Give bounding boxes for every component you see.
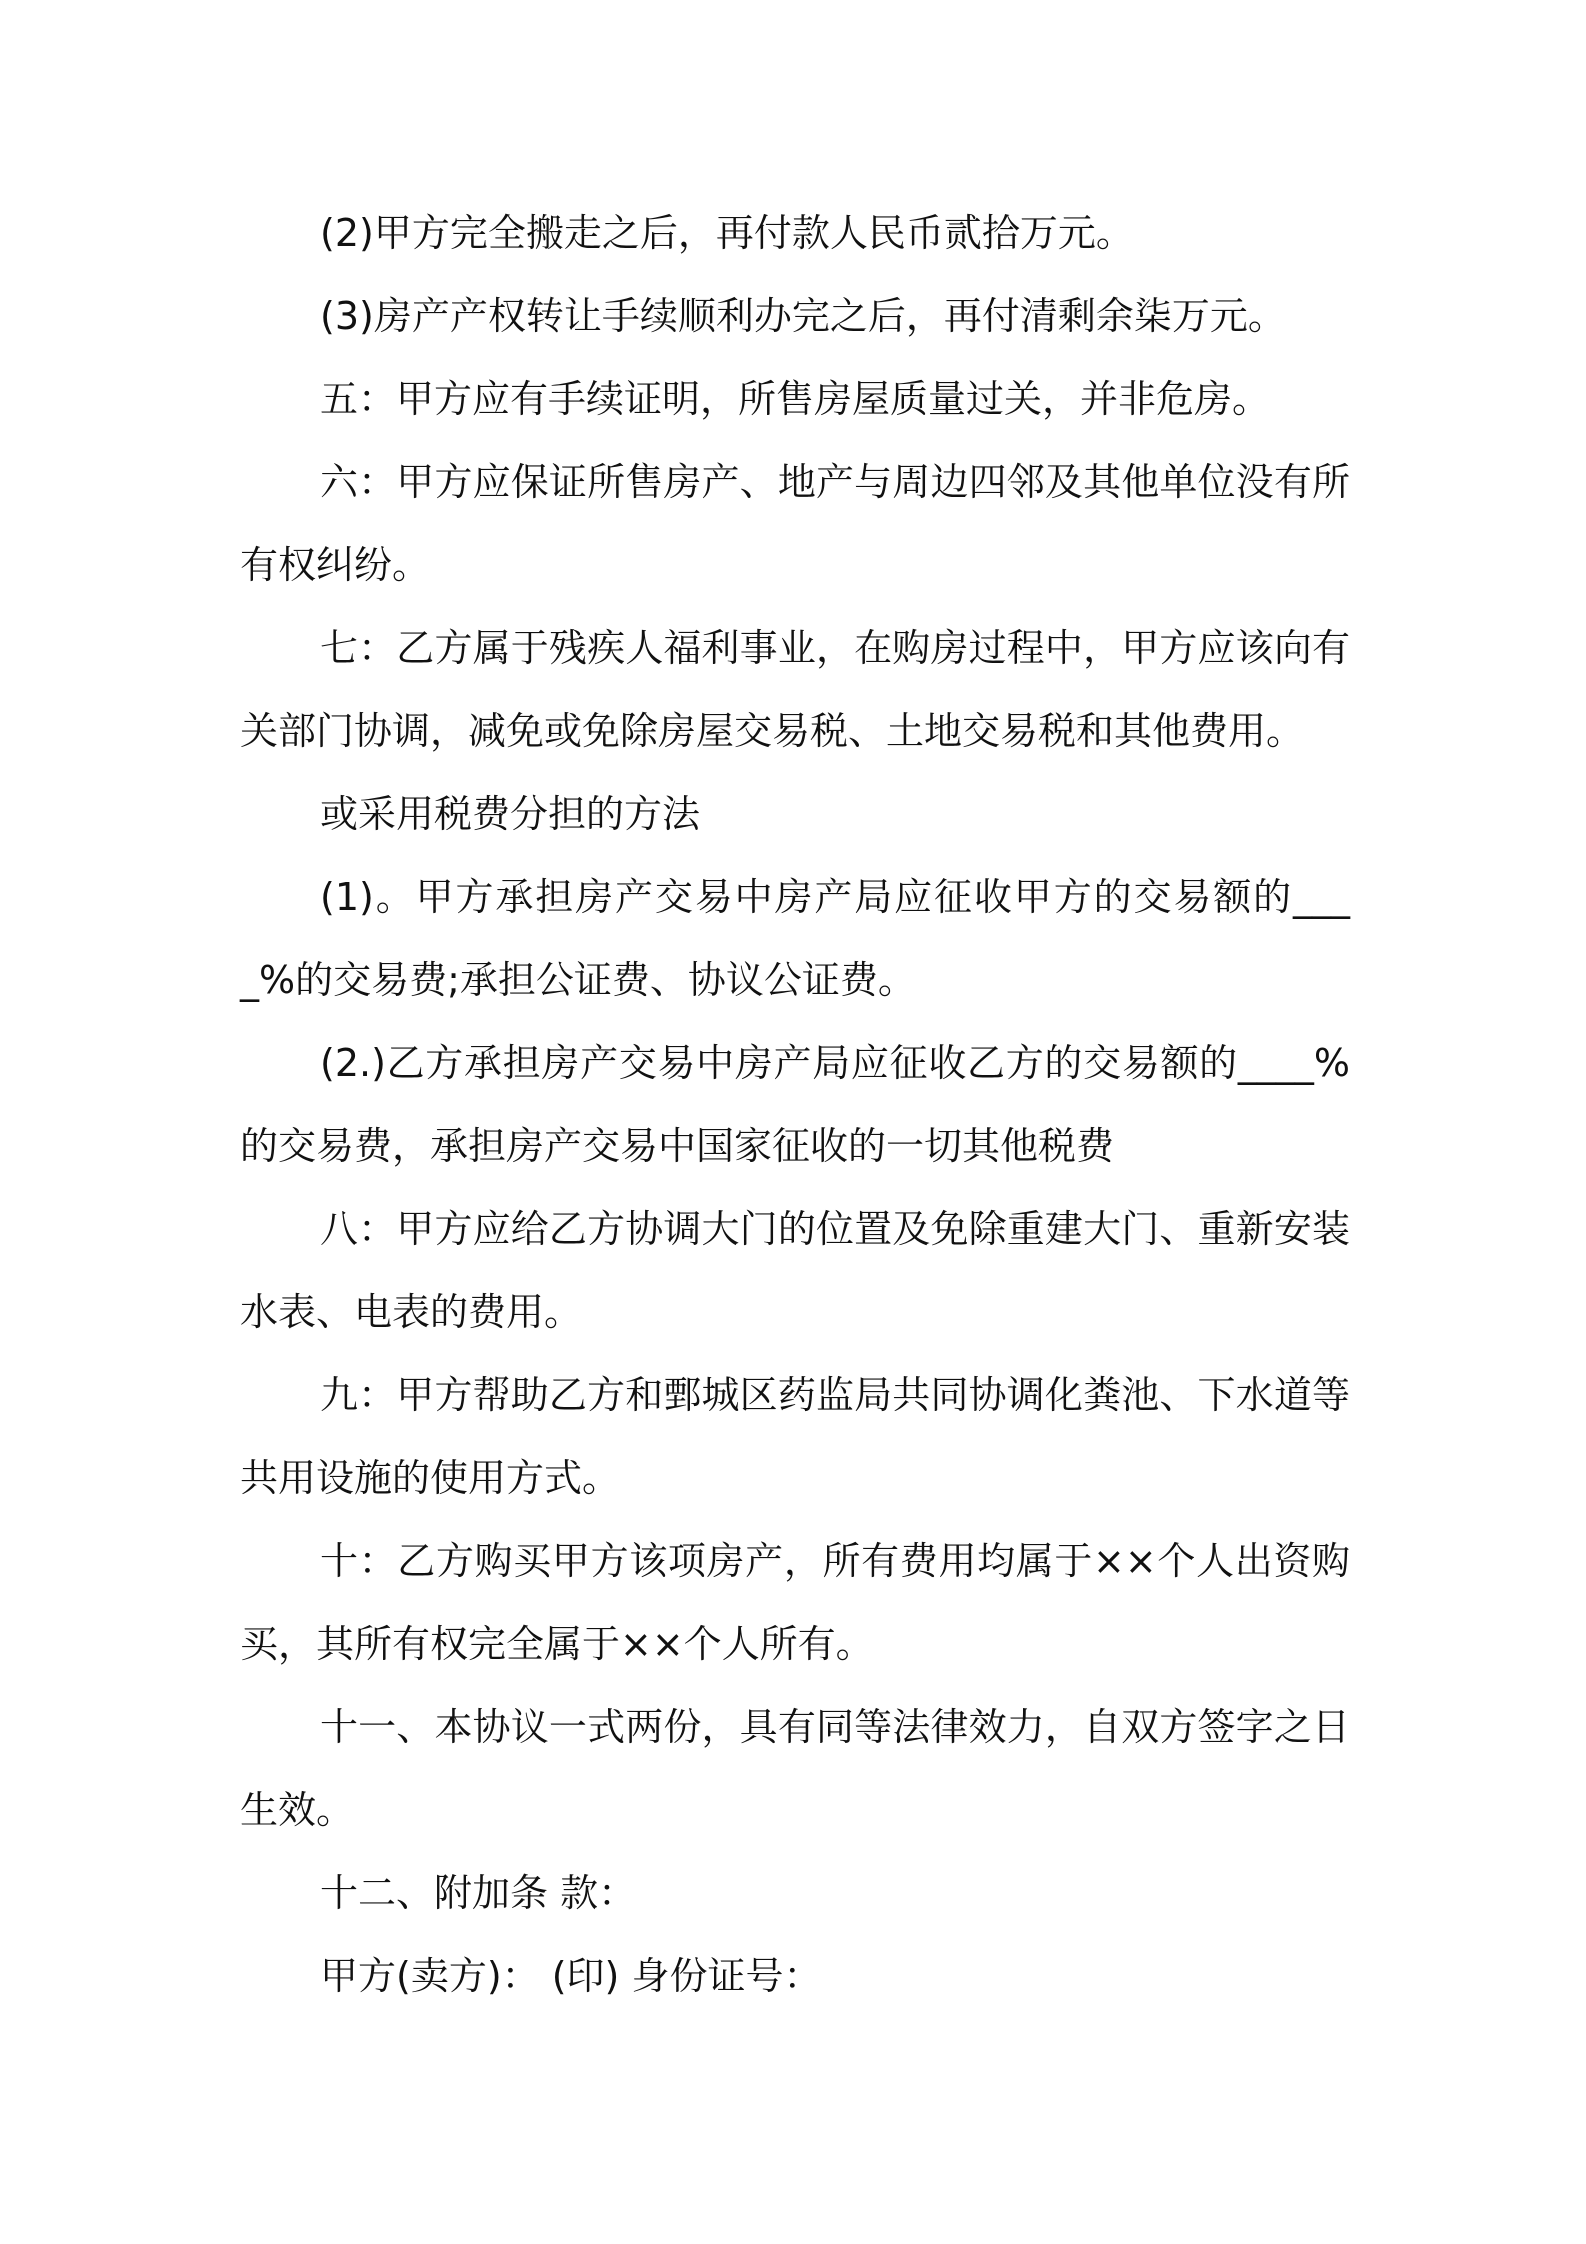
paragraph-tax-sharing: 或采用税费分担的方法 [320, 792, 701, 836]
document-body [240, 192, 1350, 2018]
paragraph-tax-party-a: (1)。甲方承担房产交易中房产局应征收甲方的交易额的____%的交易费;承担公证费、协议公证费。 [240, 875, 1350, 1002]
paragraph-signature-party-a: 甲方(卖方)： (印) 身份证号： [320, 1954, 822, 1998]
paragraph-clause-11: 十一、本协议一式两份，具有同等法律效力，自双方签字之日生效。 [240, 1705, 1350, 1832]
paragraph-payment-3: (3)房产产权转让手续顺利办完之后，再付清剩余柒万元。 [320, 294, 1286, 338]
paragraph-clause-8: 八：甲方应给乙方协调大门的位置及免除重建大门、重新安装水表、电表的费用。 [240, 1207, 1350, 1334]
paragraph-clause-9: 九：甲方帮助乙方和鄄城区药监局共同协调化粪池、下水道等共用设施的使用方式。 [240, 1373, 1350, 1500]
paragraph-payment-2: (2)甲方完全搬走之后，再付款人民币贰拾万元。 [320, 211, 1134, 255]
paragraph-clause-5: 五：甲方应有手续证明，所售房屋质量过关，并非危房。 [320, 377, 1271, 421]
paragraph-clause-7: 七：乙方属于残疾人福利事业，在购房过程中，甲方应该向有关部门协调，减免或免除房屋交易税、土地交易税和其他费用。 [240, 626, 1350, 753]
paragraph-clause-10: 十：乙方购买甲方该项房产，所有费用均属于××个人出资购买，其所有权完全属于××个人所有。 [240, 1539, 1350, 1666]
paragraph-tax-party-b: (2.)乙方承担房产交易中房产局应征收乙方的交易额的____%的交易费，承担房产交易中国家征收的一切其他税费 [240, 1041, 1350, 1168]
paragraph-clause-6: 六：甲方应保证所售房产、地产与周边四邻及其他单位没有所有权纠纷。 [240, 460, 1350, 587]
paragraph-clause-12: 十二、附加条 款： [320, 1871, 637, 1915]
